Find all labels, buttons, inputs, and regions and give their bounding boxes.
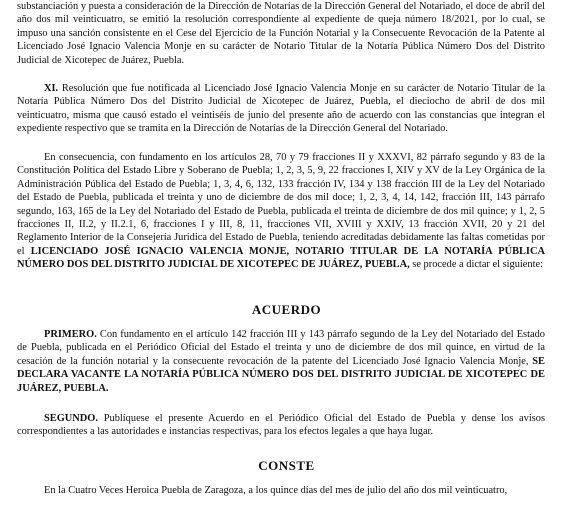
paragraph-lead: XI. [44,83,59,94]
paragraph-text: En la Cuatro Veces Heroica Puebla de Zaragoza, a los quince días del mes de julio del año dos mil veinticuatro, [44,485,508,496]
conste-heading: CONSTE [258,458,315,473]
paragraph-text: Con fundamento en el artículo 142 fracción III y 143 párrafo segundo de la Ley del Notariado del Estado de Puebla, publicada en el Periódico Oficial del Estado el treinta y uno de diciembre de dos mil quince, en virtud de la cesación de la función notarial y la consecuente revocación de la patente del Licenciado José Ignacio Valencia Monje, [17,329,545,367]
paragraph-segundo [17,412,545,439]
paragraph-bold-declaration: SE DECLARA VACANTE LA NOTARÍA PÚBLICA NÚMERO DOS DEL DISTRITO JUDICIAL DE XICOTEPEC DE JUÁREZ, PUEBLA. [17,355,545,394]
paragraph-fecha [17,484,545,497]
paragraph-text: substanciación y puesta a consideración de la Dirección de Notarías de la Dirección General del Notariado, el doce de abril del año dos mil veinticuatro, se emitió la resolución correspondiente al expediente de queja número 18/2021, por lo cual, se impuso una sanción consistente en el Cese del Ejercicio de la Función Notarial y la Consecuente Revocación de la Patente al Licenciado José Ignacio Valencia Monje en su carácter de Notario Titular de la Notaría Pública Número Dos del Distrito Judicial de Xicotepec de Juárez, Puebla. [17,1,545,66]
paragraph-lead: SEGUNDO. [44,413,98,424]
paragraph-bold-name: LICENCIADO JOSÉ IGNACIO VALENCIA MONJE, NOTARIO TITULAR DE LA NOTARÍA PÚBLICA NÚMERO DOS DEL DISTRITO JUDICIAL DE XICOTEPEC DE JUÁREZ, PUEBLA, [17,245,545,271]
paragraph-text: Publíquese el presente Acuerdo en el Periódico Oficial del Estado de Puebla y dense los avisos correspondientes a las autoridades e instancias respectivas, para los efectos legales a que haya lugar. [17,413,545,438]
paragraph-x-resolution [17,0,545,67]
paragraph-xi [17,82,545,136]
acuerdo-heading: ACUERDO [251,302,322,317]
paragraph-text: Resolución que fue notificada al Licenciado José Ignacio Valencia Monje en su carácter de Notario Titular de la Notaría Pública Número Dos del Distrito Judicial de Xicotepec de Juárez, Puebla, el dieciocho de abril de dos mil veinticuatro, misma que causó estado el veintiséis de junio del presente año de acuerdo con las constancias que integran el expediente respectivo que se tramita en la Dirección de Notarías de la Dirección General del Notariado. [17,83,545,135]
paragraph-tail: se procede a dictar el siguiente: [409,259,543,271]
paragraph-lead: PRIMERO. [44,329,97,340]
paragraph-fundamento [17,151,545,272]
paragraph-text: En consecuencia, con fundamento en los artículos 28, 70 y 79 fracciones II y XXXVI, 82 párrafo segundo y 83 de la Constitución Política del Estado Libre y Soberano de Puebla; 1, 2, 3, 5, 9, 22 fracciones I, XIV y XV de la Ley Orgánica de la Administración Pública del Estado de Puebla; 1, 3, 4, 6, 132, 133 fracción IV, 134 y 138 fracción III de la Ley del Notariado del Estado de Puebla, publicada el treinta y uno de diciembre de dos mil doce; 1, 2, 3, 4, 14, 142, fracción III, 143 párrafo segundo, 163, 165 de la Ley del Notariado del Estado de Puebla, publicada el treinta de diciembre de dos mil quince; y 1, 2, 5 fracciones II, II.2, y II.2.1, 6, fracciones I y III, 8, 11, fracciones VII, XVIII y XXIV, 13 fracción XVII, 20 y 21 del Reglamento Interior de la Consejería Jurídica del Estado de Puebla, teniendo acreditadas debidamente las faltas cometidas por el [17,152,545,257]
paragraph-primero [17,328,545,395]
